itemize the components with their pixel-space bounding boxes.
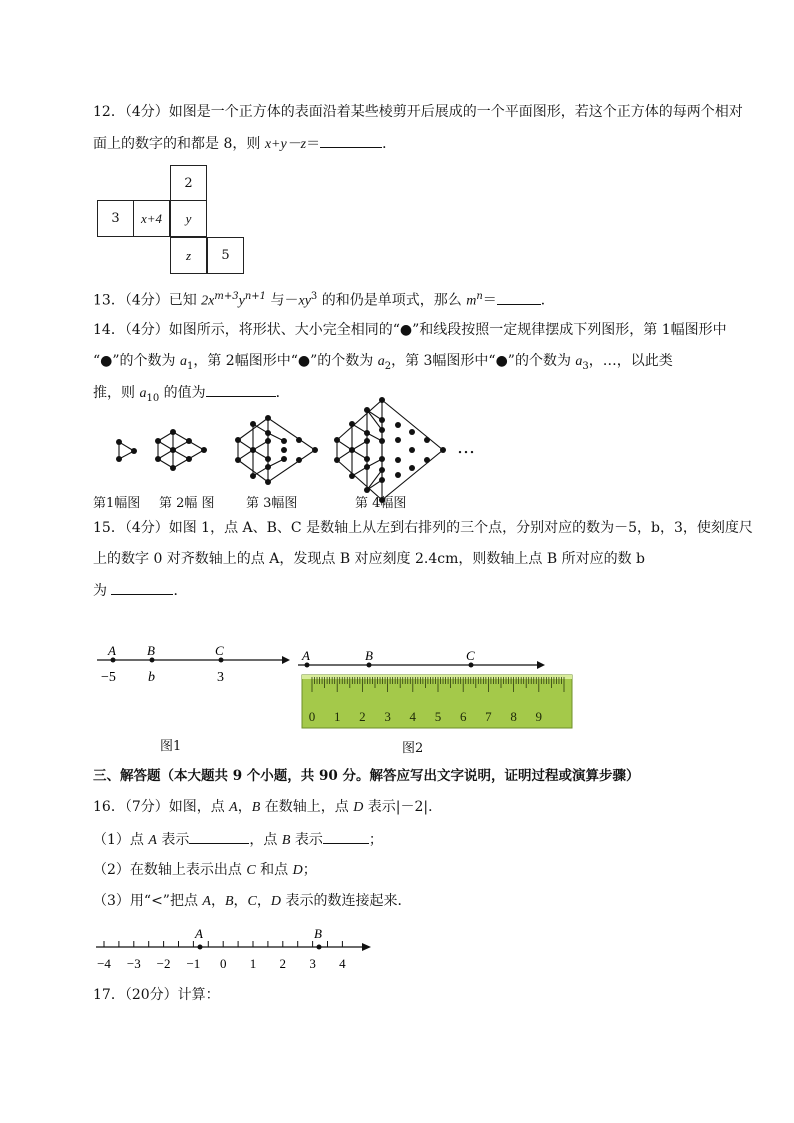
ruler-number: 5	[434, 709, 442, 724]
ruler-number: 8	[510, 709, 517, 724]
q16-sub2: （2）在数轴上表示出点 C 和点 D；	[93, 862, 317, 878]
number-line-number: −4	[97, 956, 111, 971]
ruler-number: 1	[333, 709, 341, 724]
net-cell-2: 2	[170, 165, 207, 202]
nl-label-A: A	[195, 926, 203, 941]
q16-sub1: （1）点 A 表示 ，点 B 表示 ；	[93, 829, 383, 851]
number-line-number: 0	[219, 956, 227, 971]
ruler-number: 7	[485, 709, 492, 724]
caption-fig2: 第 2幅 图	[159, 496, 215, 511]
point-A	[198, 945, 203, 950]
net-cell-y: y	[170, 200, 207, 237]
number-line-number: 4	[339, 956, 346, 971]
ruler-number: 2	[359, 709, 366, 724]
fig1-label-B: B	[147, 643, 155, 658]
ruler-number: 6	[459, 709, 467, 724]
fig1-label-A: A	[108, 643, 116, 658]
nl-label-B: B	[314, 926, 322, 941]
net-cell-3: 3	[97, 200, 134, 237]
figure-ellipsis: …	[457, 437, 475, 458]
q15-line1: 15．（4分）如图 1，点 A、B、C 是数轴上从左到右排列的三个点，分别对应的数为－5，b，3，使刻度尺	[93, 520, 753, 536]
number-line-number: −2	[156, 956, 171, 971]
ruler-number: 4	[409, 709, 417, 724]
number-line-number: −1	[186, 956, 201, 971]
fig1-value-C: 3	[217, 670, 224, 685]
q13-line: 13．（4分）已知 $2x^{m+3}y^{n+1}$ 与$-xy^3$ 的和仍是单项式，那么 $m^n=$ ．	[93, 291, 555, 309]
fig2-label-C: C	[466, 648, 475, 663]
number-line-number: 1	[249, 956, 257, 971]
net-cell-x4: x+4	[133, 200, 170, 237]
caption-q15-fig2: 图2	[402, 741, 424, 756]
ruler-number: 3	[384, 709, 391, 724]
fig1-label-C: C	[215, 643, 224, 658]
point-B	[317, 945, 322, 950]
ruler-number: 9	[535, 709, 543, 724]
section-title: 三、解答题（本大题共 9 个小题，共 90 分。解答应写出文字说明，证明过程或演算步骤）	[93, 768, 640, 784]
number-line-ticks	[104, 941, 342, 947]
q16-sub3: （3）用“<”把点 A，B，C，D 表示的数连接起来．	[93, 893, 412, 909]
number-line-number: 3	[309, 956, 316, 971]
q14-line3: 推，则 $a_{10}$ 的值为 ．	[93, 382, 290, 409]
q15-line3: 为 ．	[93, 580, 187, 601]
q12-line1: 12．（4分）如图是一个正方体的表面沿着某些棱剪开后展成的一个平面图形，若这个正方体的每两个相对	[93, 104, 743, 120]
fig1-value-B: b	[148, 670, 155, 685]
q12-line2: 面上的数字的和都是 8，则 x+y－z＝ ．	[93, 133, 396, 155]
caption-fig3: 第 3幅图	[246, 496, 298, 511]
fig2-label-A: A	[302, 648, 310, 663]
q17-line: 17．（20分）计算：	[93, 987, 220, 1003]
q15-line2: 上的数字 0 对齐数轴上的点 A，发现点 B 对应刻度 2.4cm，则数轴上点 B 所对应的数 b	[93, 551, 645, 567]
fig2-label-B: B	[365, 648, 373, 663]
caption-q15-fig1: 图1	[160, 739, 182, 754]
q14-line2: “●”的个数为 $a_1$，第 2幅图形中“●”的个数为 $a_2$，第 3幅图形中“●”的个数为 $a_3$，…，以此类	[93, 353, 673, 372]
caption-fig1: 第1幅图	[93, 496, 141, 511]
number-line-numbers	[97, 956, 346, 971]
number-line-number: 2	[279, 956, 287, 971]
q16-line1: 16．（7分）如图，点 A，B 在数轴上，点 D 表示|－2|．	[93, 799, 443, 815]
net-cell-5: 5	[207, 237, 244, 274]
number-line-number: −3	[126, 956, 141, 971]
net-cell-z: z	[170, 237, 207, 274]
fig1-value-A: −5	[101, 670, 116, 685]
caption-fig4: 第 4幅图	[355, 496, 407, 511]
ruler-number: 0	[308, 709, 316, 724]
q14-line1: 14．（4分）如图所示，将形状、大小完全相同的“●”和线段按照一定规律摆成下列图形，第 1幅图形中	[93, 322, 727, 338]
